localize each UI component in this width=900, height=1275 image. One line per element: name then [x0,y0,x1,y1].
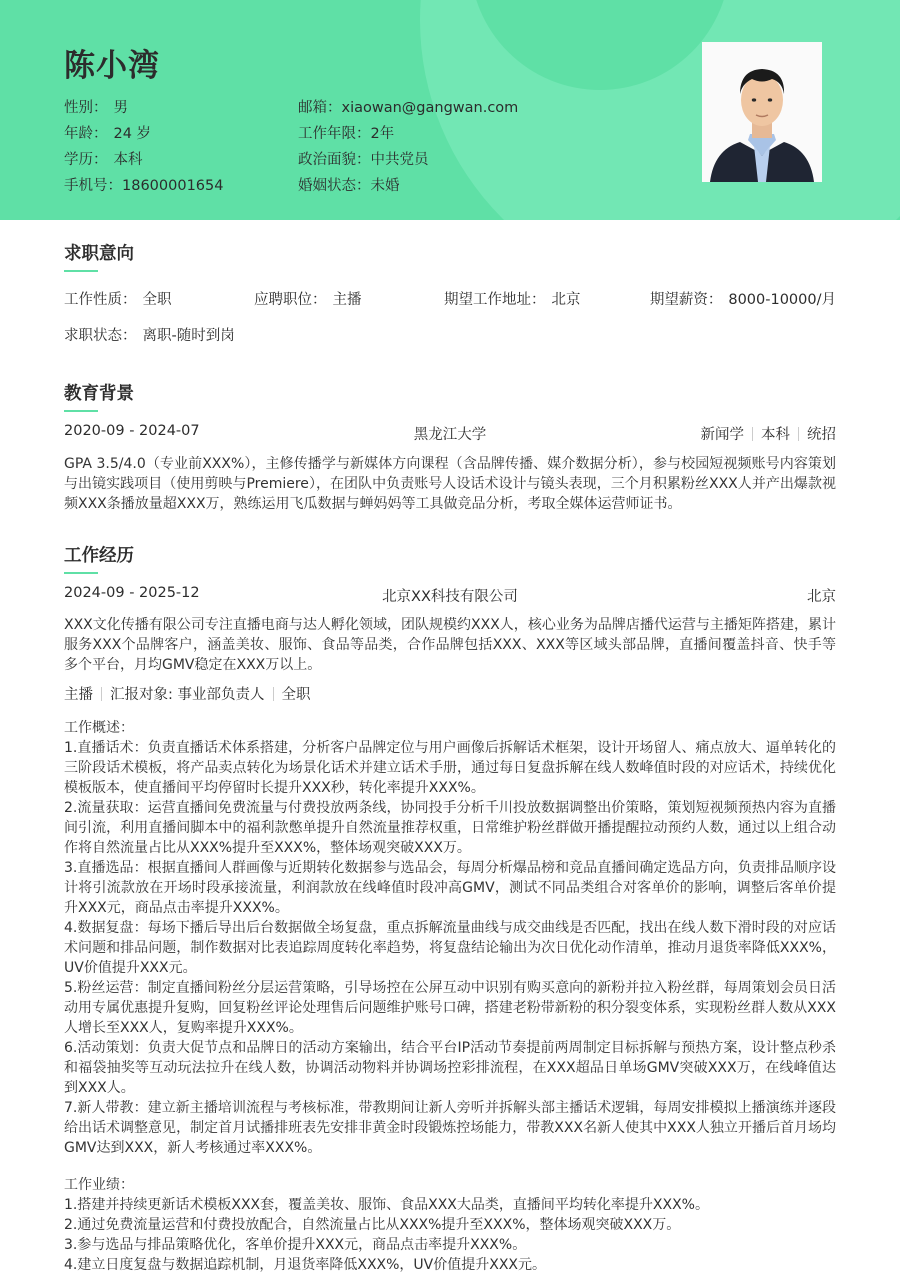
position-value: 主播 [332,292,362,308]
education-tags [701,423,837,444]
profile-header [0,0,900,220]
education-field [64,148,143,169]
job-status-label: 求职状态： [64,328,137,344]
years-label: 工作年限： [298,126,371,142]
achievement-line: 3.参与选品与排品策略优化，客单价提升XXX元，商品点击率提升XXX%。 [64,1237,527,1253]
phone-label: 手机号： [64,178,122,194]
politics-value: 中共党员 [370,152,429,168]
enrollment-mode: 统招 [807,427,836,443]
education-value: 本科 [113,152,143,168]
email-label: 邮箱： [298,100,342,116]
email-field [298,96,518,117]
location-field [444,288,581,309]
phone-field [64,174,223,195]
politics-label: 政治面貌： [298,152,371,168]
job-status-field [64,324,235,345]
summary-line: 4.数据复盘：每场下播后导出后台数据做全场复盘，重点拆解流量曲线与成交曲线是否匹配，找出在线人数下滑时段的对应话术问题和排品问题，制作数据对比表追踪周度转化率趋势，将复盘结论输出为次日优化动作清单，推动月退货率降低XXX%，UV价值提升XXX元。 [64,920,836,976]
summary-line: 3.直播选品：根据直播间人群画像与近期转化数据参与选品会，每周分析爆品榜和竞品直播间确定选品方向，负责排品顺序设计将引流款放在开场时段承接流量，利润款放在线峰值时段冲高GMV，测试不同品类组合对客单价的影响，调整后客单价提升XXX元，商品点击率提升XXX%。 [64,860,836,916]
divider [798,427,799,441]
company-description: XXX文化传播有限公司专注直播电商与达人孵化领域，团队规模约XXX人，核心业务为品牌店播代运营与主播矩阵搭建，累计服务XXX个品牌客户，涵盖美妆、服饰、食品等品类，合作品牌包括XXX、XXX等区域头部品牌，直播间覆盖抖音、快手等多个平台，月均GMV稳定在XXX万以上。 [64,617,836,673]
work-achievements [64,1175,836,1275]
education-period: 2020-09 - 2024-07 [64,423,200,439]
salary-field [650,288,836,309]
education-label: 学历： [64,152,108,168]
job-intent-title: 求职意向 [64,244,134,264]
company-name: 北京XX科技有限公司 [382,589,518,605]
marital-field [298,174,400,195]
email-value: xiaowan@gangwan.com [341,100,519,116]
divider [752,427,753,441]
work-city: 北京 [807,589,836,605]
report-to: 汇报对象: 事业部负责人 [110,687,265,703]
location-value: 北京 [551,292,581,308]
profile-photo [702,42,822,182]
education-title: 教育背景 [64,384,134,404]
marital-value: 未婚 [370,178,400,194]
salary-value: 8000-10000/月 [728,292,836,308]
divider [101,687,102,701]
section-underline [64,410,98,412]
job-tags [64,683,311,704]
job-status-value: 离职-随时到岗 [142,328,235,344]
employment-type: 全职 [281,687,311,703]
school-name: 黑龙江大学 [413,427,487,443]
work-title: 工作经历 [64,546,134,566]
salary-label: 期望薪资： [649,292,723,308]
age-value: 24 岁 [113,126,152,142]
marital-label: 婚姻状态： [298,178,371,194]
work-period: 2024-09 - 2025-12 [64,585,200,601]
gender-label: 性别： [64,100,108,116]
years-value: 2年 [370,126,395,142]
summary-line: 1.直播话术：负责直播话术体系搭建，分析客户品牌定位与用户画像后拆解话术框架，设计开场留人、痛点放大、逼单转化的三阶段话术模板，将产品卖点转化为场景化话术并建立话术手册，通过每日复盘拆解在线人数峰值时段的对应话术，持续优化模板版本，使直播间平均停留时长提升XXX秒，转化率提升XXX%。 [64,740,836,796]
age-label: 年龄： [64,126,108,142]
gender-field [64,96,128,117]
politics-field [298,148,429,169]
person-portrait-icon [702,42,822,182]
gender-value: 男 [113,100,128,116]
candidate-name: 陈小湾 [64,48,160,84]
job-type-value: 全职 [142,292,172,308]
position-field [254,288,362,309]
job-type-label: 工作性质： [64,292,137,308]
work-summary [64,718,836,1158]
degree: 本科 [761,427,790,443]
achievement-line: 工作业绩： [64,1177,134,1193]
summary-line: 2.流量获取：运营直播间免费流量与付费投放两条线，协同投手分析千川投放数据调整出价策略，策划短视频预热内容为直播间引流，利用直播间脚本中的福利款憋单提升自然流量推荐权重，日常维护粉丝群做开播提醒拉动预约人数，通过以上组合动作将自然流量占比从XXX%提升至XXX%，整体场观突破XXX万。 [64,800,836,856]
education-description: GPA 3.5/4.0（专业前XXX%），主修传播学与新媒体方向课程（含品牌传播、媒介数据分析），参与校园短视频账号内容策划与出镜实践项目（使用剪映与Premiere），在团队中负责账号人设话术设计与镜头表现，三个月积累粉丝XXX人并产出爆款视频XXX条播放量超XXX万，熟练运用飞瓜数据与蝉妈妈等工具做竞品分析，考取全媒体运营师证书。 [64,456,836,512]
section-underline [64,572,98,574]
age-field [64,122,151,143]
major: 新闻学 [700,427,744,443]
job-type-field [64,288,172,309]
phone-value: 18600001654 [122,178,224,194]
achievement-line: 2.通过免费流量运营和付费投放配合，自然流量占比从XXX%提升至XXX%，整体场观突破XXX万。 [64,1217,681,1233]
section-underline [64,270,98,272]
summary-line: 5.粉丝运营：制定直播间粉丝分层运营策略，引导场控在公屏互动中识别有购买意向的新粉并拉入粉丝群，每周策划会员日活动用专属优惠提升复购，回复粉丝评论处理售后问题维护账号口碑，搭建老粉带新粉的积分裂变体系，实现粉丝群人数从XXX人增长至XXX人，复购率提升XXX%。 [64,980,836,1036]
job-role: 主播 [64,687,93,703]
summary-line: 工作概述： [64,720,134,736]
achievement-line: 4.建立日度复盘与数据追踪机制，月退货率降低XXX%，UV价值提升XXX元。 [64,1257,547,1273]
years-field [298,122,394,143]
summary-line: 7.新人带教：建立新主播培训流程与考核标准，带教期间让新人旁听并拆解头部主播话术逻辑，每周安排模拟上播演练并逐段给出话术调整意见，制定首月试播排班表先安排非黄金时段锻炼控场能力，带教XXX名新人使其中XXX人独立开播后首月场均GMV达到XXX，新人考核通过率XXX%。 [64,1100,836,1156]
achievement-line: 1.搭建并持续更新话术模板XXX套，覆盖美妆、服饰、食品XXX大品类，直播间平均转化率提升XXX%。 [64,1197,709,1213]
location-label: 期望工作地址： [444,292,546,308]
divider [273,687,274,701]
summary-line: 6.活动策划：负责大促节点和品牌日的活动方案输出，结合平台IP活动节奏提前两周制定目标拆解与预热方案，设计整点秒杀和福袋抽奖等互动玩法拉升在线人数，协调活动物料并协调场控彩排流程，在XXX超品日单场GMV突破XXX万，在线峰值达到XXX人。 [64,1040,836,1096]
position-label: 应聘职位： [254,292,327,308]
